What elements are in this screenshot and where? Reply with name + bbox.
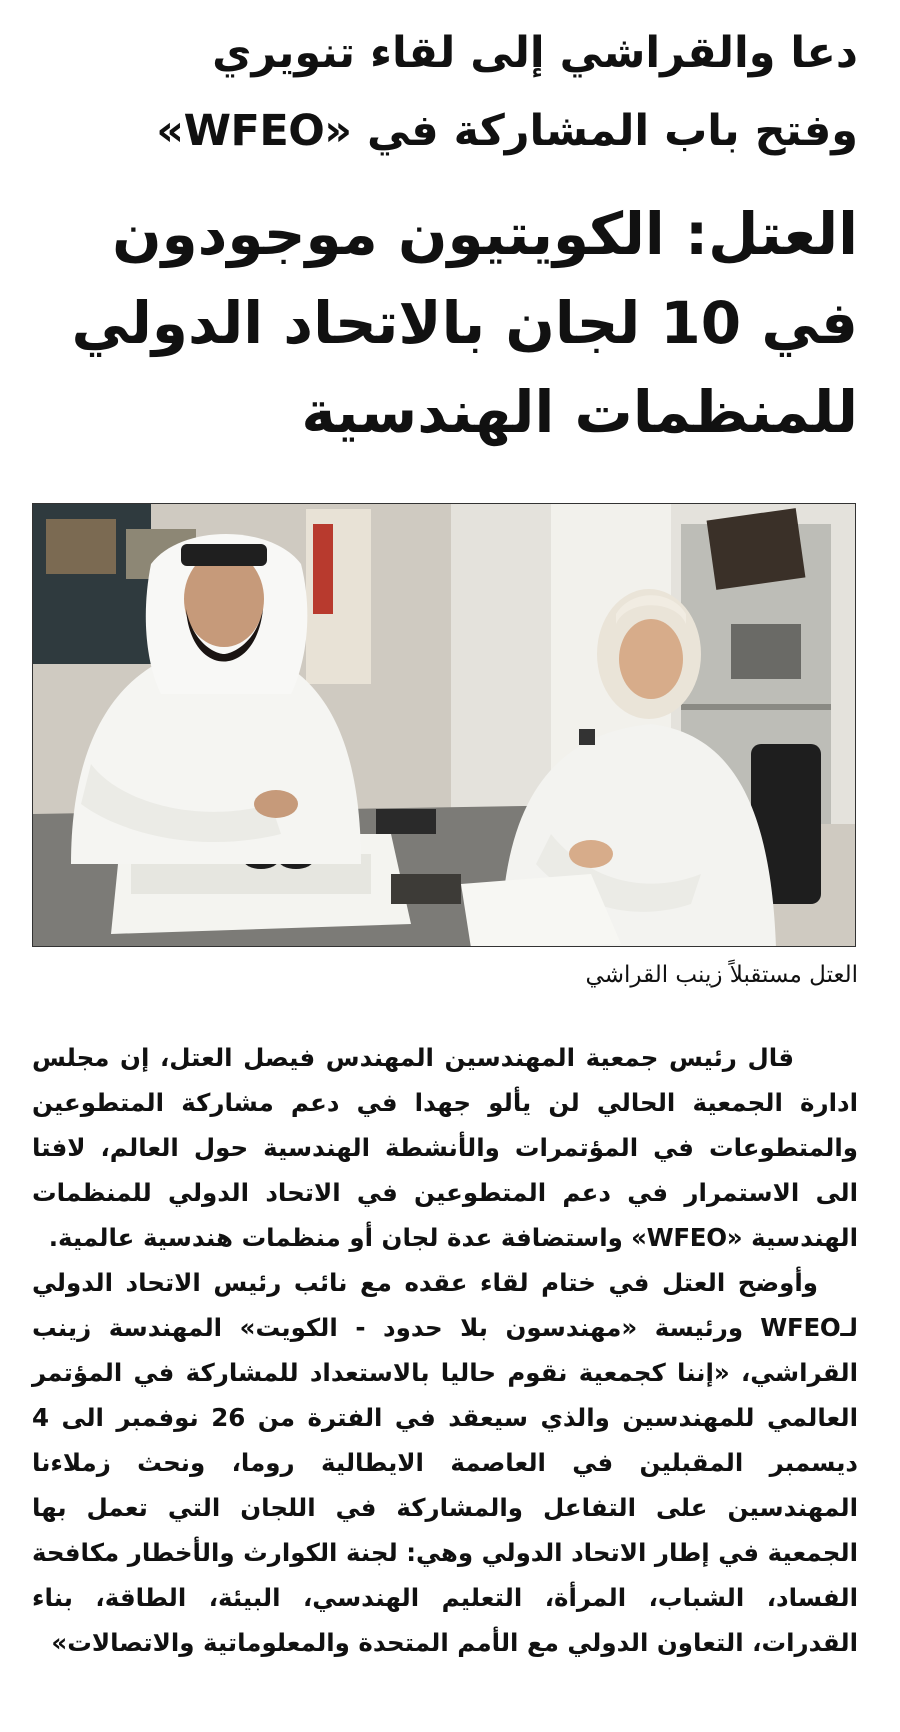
article-body [32,1035,858,1665]
article-headline: العتل: الكويتيون موجودون في 10 لجان بالاتحاد الدولي للمنظمات الهندسية [71,200,858,446]
article-paragraph: وأوضح العتل في ختام لقاء عقده مع نائب رئيس الاتحاد الدولي لـWFEO ورئيسة «مهندسون بلا حدود - الكويت» المهندسة زينب القراشي، «إننا كجمعية نقوم حاليا بالاستعداد للمشاركة في المؤتمر العالمي للمهندسين والذي سيعقد في الفترة من 26 نوفمبر الى 4 ديسمبر المقبلين في العاصمة الايطالية روما، ونحث زملاءنا المهندسين على التفاعل والمشاركة في اللجان التي تعمل بها الجمعية في إطار الاتحاد الدولي وهي: لجنة الكوارث والأخطار مكافحة الفساد، الشباب، المرأة، التعليم الهندسي، البيئة، الطاقة، بناء القدرات، التعاون الدولي مع الأمم المتحدة والمعلوماتية والاتصالات» [32,1268,858,1657]
article-kicker: دعا والقراشي إلى لقاء تنويري وفتح باب المشاركة في «WFEO» [156,28,858,156]
article-photo [32,503,856,947]
photo-caption: العتل مستقبلاً زينب القراشي [585,962,858,988]
article-paragraph: قال رئيس جمعية المهندسين المهندس فيصل العتل، إن مجلس ادارة الجمعية الحالي لن يألو جهدا في دعم مشاركة المتطوعين والمتطوعات في المؤتمرات والأنشطة الهندسية حول العالم، لافتا الى الاستمرار في دعم المتطوعين في الاتحاد الدولي للمنظمات الهندسية «WFEO» واستضافة عدة لجان أو منظمات هندسية عالمية. [32,1043,858,1252]
